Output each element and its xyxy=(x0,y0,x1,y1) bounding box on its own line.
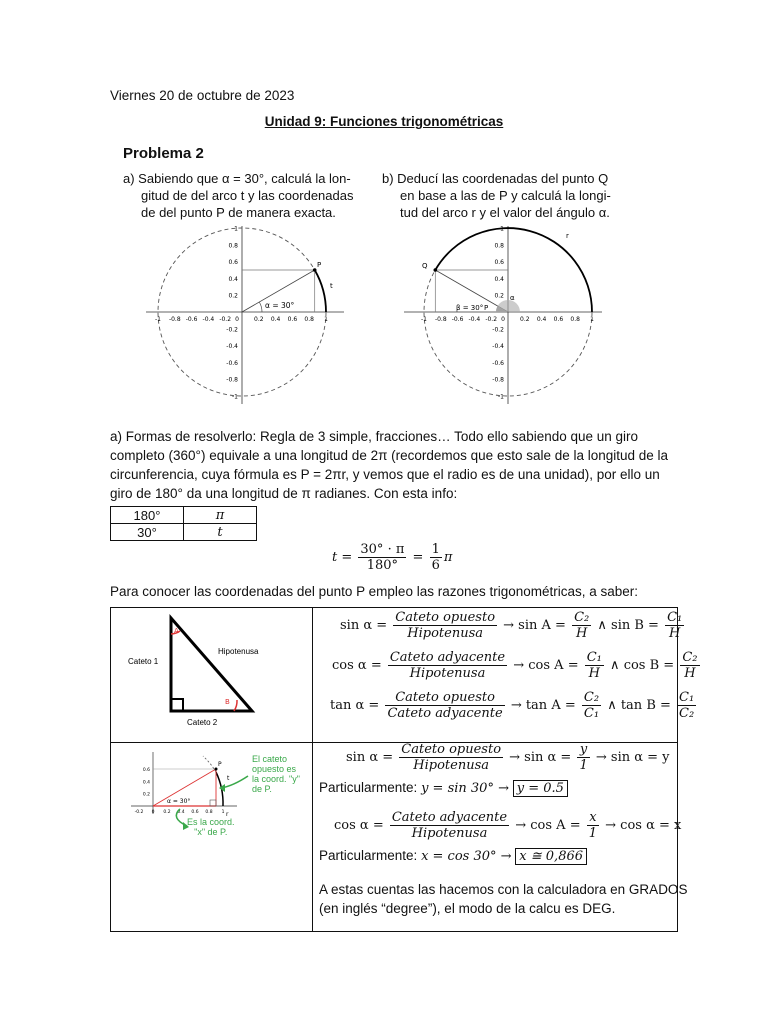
note-line: (en inglés “degree”), el modo de la calcu es DEG. xyxy=(319,901,616,916)
proportion-table xyxy=(110,506,257,541)
cos-frac-a xyxy=(585,650,604,681)
sin-frac xyxy=(393,610,497,641)
angle-b-label: B xyxy=(225,698,230,706)
tick-label: 0.6 xyxy=(191,810,199,815)
sol-sin-mid: → sin α = xyxy=(509,750,572,765)
tick-label: -0.6 xyxy=(226,359,238,367)
arrow-y xyxy=(221,776,248,788)
tick-label: 0.6 xyxy=(494,259,504,267)
problem-b-line: en base a las de P y calculá la longi- xyxy=(400,188,611,203)
frac-den: 1 xyxy=(588,826,598,841)
problem-a xyxy=(123,170,353,221)
note-line: A estas cuentas las hacemos con la calculadora en GRADOS xyxy=(319,882,688,897)
tick-label: -0.2 xyxy=(219,316,232,323)
tick-label: -1 xyxy=(155,316,161,323)
sin-solution-row xyxy=(346,742,670,773)
sol-eq: x = cos 30° → xyxy=(421,849,512,864)
sol-cos-lhs: cos α = xyxy=(334,818,384,833)
tick-label: 0 xyxy=(235,316,239,323)
tick-label: -0.4 xyxy=(226,343,238,351)
tick-label: -0.6 xyxy=(492,359,504,367)
frac-num: C₂ xyxy=(574,610,590,625)
frac-num: Cateto adyacente xyxy=(391,810,508,825)
problem-b-line: b) Deducí las coordenadas del punto Q xyxy=(382,171,609,186)
right-unit-circle-graph xyxy=(398,222,608,408)
tick-label: 1 xyxy=(234,225,238,233)
tick-label: -0.2 xyxy=(485,316,498,323)
point-p xyxy=(313,268,317,272)
problem-a-line: de del punto P de manera exacta. xyxy=(141,205,336,220)
tick-label: 0.6 xyxy=(287,316,298,323)
cos-particular-row xyxy=(319,846,587,866)
note-line: de P. xyxy=(252,784,272,794)
tick-label: 1 xyxy=(324,316,328,323)
sin-frac-a xyxy=(572,610,591,641)
tan-frac xyxy=(385,690,504,721)
table-row xyxy=(111,524,257,541)
frac-den: Hipotenusa xyxy=(411,826,488,841)
problem-a-line: a) Sabiendo que α = 30°, calculá la lon- xyxy=(123,171,351,186)
right-ticks xyxy=(421,226,594,401)
tick-label: 0.8 xyxy=(304,316,314,323)
tick-label: 0.4 xyxy=(142,780,150,786)
sin-ratio-row xyxy=(340,610,686,641)
problem-b-line: tud del arco r y el valor del ángulo α. xyxy=(400,205,610,220)
frac-den: C₂ xyxy=(679,706,695,721)
arc-t xyxy=(315,270,326,312)
problem-heading: Problema 2 xyxy=(123,145,204,162)
cos-frac xyxy=(388,650,507,681)
table-cell: π xyxy=(184,507,257,524)
tan-ratio-row xyxy=(330,690,698,721)
tan-frac-b xyxy=(677,690,696,721)
note-x xyxy=(187,817,235,837)
tick-label: 0.4 xyxy=(270,316,281,323)
cos-num: Cateto adyacente xyxy=(389,650,506,665)
tick-label: 0 xyxy=(151,810,155,815)
sin-frac-b xyxy=(665,610,684,641)
t-eq-frac2 xyxy=(430,542,442,573)
tick-label: -0.6 xyxy=(185,316,198,323)
tick-label: 1 xyxy=(500,225,504,233)
tick-label: 0.2 xyxy=(254,316,264,323)
frac-den: H xyxy=(669,626,681,641)
left-ticks xyxy=(155,226,328,401)
tick-label: 1 xyxy=(590,316,594,323)
note-line: Es la coord. xyxy=(187,817,235,827)
frac-den: 1 xyxy=(579,758,588,773)
tan-rhs: → tan A = xyxy=(510,698,576,713)
problem-a-line: gitud de del arco t y las coordenadas xyxy=(141,188,354,203)
tan-frac-a xyxy=(582,690,601,721)
tick-label: -1 xyxy=(421,316,427,323)
sol-boxed-result: x ≅ 0,866 xyxy=(515,848,587,865)
date-line: Viernes 20 de octubre de 2023 xyxy=(110,88,295,103)
tick-label: 0.4 xyxy=(494,275,504,283)
tick-label: 0.4 xyxy=(228,275,238,283)
alpha-wedge xyxy=(496,300,520,312)
t-eq-num: 30° · π xyxy=(360,542,405,557)
cateto1-label: Cateto 1 xyxy=(128,657,159,666)
tick-label: -0.2 xyxy=(492,326,504,334)
frac-num: Cateto opuesto xyxy=(401,742,502,757)
sol-boxed-result: y = 0.5 xyxy=(513,780,568,797)
tick-label: 0.2 xyxy=(520,316,530,323)
tick-label: -0.4 xyxy=(202,316,215,323)
right-triangle-figure xyxy=(121,612,306,737)
tick-label: -0.8 xyxy=(226,376,238,384)
frac-den: Hipotenusa xyxy=(413,758,490,773)
left-unit-circle-graph xyxy=(140,222,350,408)
frac-num: C₂ xyxy=(682,650,698,665)
point-p-label: P xyxy=(317,261,322,269)
sin-num: Cateto opuesto xyxy=(395,610,496,625)
frac-num: x xyxy=(587,810,599,826)
problem-b xyxy=(382,170,611,221)
page-title: Unidad 9: Funciones trigonométricas xyxy=(264,114,504,129)
angle-a-label: A xyxy=(174,627,179,635)
frac-den: C₁ xyxy=(583,706,600,721)
frac-den: H xyxy=(575,626,588,641)
tick-label: -0.2 xyxy=(134,810,144,815)
tan-num: Cateto opuesto xyxy=(385,690,504,706)
tick-label: 1 xyxy=(221,810,225,815)
tick-label: 0.2 xyxy=(494,292,504,300)
sin-particular-row xyxy=(319,778,568,798)
tick-label: -0.2 xyxy=(226,326,238,334)
tick-label: 0 xyxy=(501,316,505,323)
t-eq-frac1 xyxy=(358,542,406,573)
tick-label: -0.8 xyxy=(168,316,181,323)
tick-label: 0.6 xyxy=(142,768,150,774)
tick-label: -1 xyxy=(232,393,238,401)
sin-rhs: → sin A = xyxy=(503,618,566,633)
frac-num: C₁ xyxy=(667,610,683,625)
frac-den: H xyxy=(588,666,600,681)
sol-sin-lhs: sin α = xyxy=(346,750,394,765)
point-q xyxy=(434,268,438,272)
table-cell: t xyxy=(184,524,257,541)
beta-label: β = 30° xyxy=(456,304,484,312)
cos-den: Hipotenusa xyxy=(409,666,486,681)
hyp-label: Hipotenusa xyxy=(218,647,259,656)
t-eq-pi: π xyxy=(443,550,453,565)
angle-label: α = 30° xyxy=(265,301,295,310)
paragraph-line: circunferencia, cuya fórmula es P = 2πr, y vemos que el radio es de una unidad), por ello un xyxy=(110,467,660,482)
sol-label: Particularmente: xyxy=(319,780,418,795)
sol-sin-end: → sin α = y xyxy=(595,750,670,765)
tick-label: 0.6 xyxy=(228,259,238,267)
sol-cos-frac xyxy=(390,810,509,841)
tick-label: 0.4 xyxy=(536,316,547,323)
frac-num: y xyxy=(577,742,589,758)
tick-label: -0.8 xyxy=(492,376,504,384)
tick-label: 0.8 xyxy=(228,242,238,250)
tick-label: 0.8 xyxy=(570,316,580,323)
cos-frac-b xyxy=(680,650,699,681)
angle-b-arc xyxy=(234,700,237,711)
tick-label: 0.4 xyxy=(177,810,185,815)
cos-rhs: → cos A = xyxy=(513,658,579,673)
angle-label: α = 30° xyxy=(167,798,191,805)
ratios-table xyxy=(110,607,698,932)
angle-arc xyxy=(259,302,262,312)
calculator-note xyxy=(319,880,687,918)
sol-sin-frac2 xyxy=(577,742,589,773)
t-eq-lhs: t = xyxy=(332,550,353,565)
cos-and: ∧ cos B = xyxy=(610,658,675,673)
note-line: El cateto xyxy=(252,754,288,764)
paragraph-a xyxy=(110,427,668,503)
sin-den: Hipotenusa xyxy=(407,626,484,641)
t-equation xyxy=(332,542,452,573)
cos-ratio-row xyxy=(332,650,702,681)
sol-sin-frac xyxy=(399,742,503,773)
sol-eq: y = sin 30° → xyxy=(421,781,509,796)
tick-label: -1 xyxy=(498,393,504,401)
sin-and: ∧ sin B = xyxy=(597,618,659,633)
right-angle-mark xyxy=(171,699,183,711)
tick-label: 0.2 xyxy=(163,810,171,815)
frac-num: C₁ xyxy=(586,650,602,665)
tick-label: -0.6 xyxy=(451,316,464,323)
tick-label: 0.2 xyxy=(228,292,238,300)
tick-label: 0.8 xyxy=(205,810,213,815)
tan-den: Cateto adyacente xyxy=(387,706,503,721)
right-angle-mark xyxy=(210,800,216,806)
frac-num: C₂ xyxy=(583,690,600,705)
tick-label: 0.8 xyxy=(494,242,504,250)
sol-label: Particularmente: xyxy=(319,848,418,863)
tick-label: -0.4 xyxy=(492,343,504,351)
tan-and: ∧ tan B = xyxy=(607,698,671,713)
paragraph-line: giro de 180° da una longitud de π radianes. Con esta info: xyxy=(110,486,458,501)
tan-lhs: tan α = xyxy=(330,698,380,713)
tick-label: 0.2 xyxy=(142,792,150,798)
point-p-label: P xyxy=(484,304,489,312)
note-line: opuesto es xyxy=(252,764,297,774)
table-row xyxy=(111,507,257,524)
table-divider-vertical xyxy=(312,608,313,931)
frac-num: C₁ xyxy=(679,690,695,705)
sol-cos-mid: → cos A = xyxy=(515,818,581,833)
t-eq-den: 180° xyxy=(366,558,399,573)
arc-t-label: t xyxy=(227,775,230,782)
arc-t-label: t xyxy=(330,282,333,290)
tick-label: 0.6 xyxy=(553,316,564,323)
cos-lhs: cos α = xyxy=(332,658,382,673)
alpha-label: α xyxy=(510,294,515,302)
sol-cos-frac2 xyxy=(587,810,599,841)
small-ticks xyxy=(135,767,225,815)
paragraph-line: a) Formas de resolverlo: Regla de 3 simple, fracciones… Todo ello sabiendo que un giro xyxy=(110,429,639,444)
triangle xyxy=(171,618,252,711)
coords-intro: Para conocer las coordenadas del punto P empleo las razones trigonométricas, a saber: xyxy=(110,584,639,599)
frac-den: H xyxy=(684,666,696,681)
note-y xyxy=(252,754,300,794)
t-eq-den2: 6 xyxy=(431,558,440,573)
point-p-label: P xyxy=(218,761,222,768)
table-cell: 30° xyxy=(111,524,184,541)
note-line: la coord. "y" xyxy=(252,774,300,784)
note-line: "x" de P. xyxy=(194,827,228,837)
table-cell: 180° xyxy=(111,507,184,524)
arc-r-label: r xyxy=(566,232,569,240)
arc-dashed xyxy=(203,756,216,772)
sin-lhs: sin α = xyxy=(340,618,388,633)
cateto2-label: Cateto 2 xyxy=(187,718,218,727)
t-eq-equals: = xyxy=(412,550,424,565)
r-label: r xyxy=(226,811,229,818)
t-eq-num2: 1 xyxy=(431,542,440,557)
sol-cos-end: → cos α = x xyxy=(605,818,682,833)
tick-label: -0.4 xyxy=(468,316,481,323)
cos-solution-row xyxy=(334,810,681,841)
tick-label: -0.8 xyxy=(434,316,447,323)
paragraph-line: completo (360°) equivale a una longitud de 2π (recordemos que esto sale de la longitud de la xyxy=(110,448,669,463)
point-q-label: Q xyxy=(422,262,428,270)
